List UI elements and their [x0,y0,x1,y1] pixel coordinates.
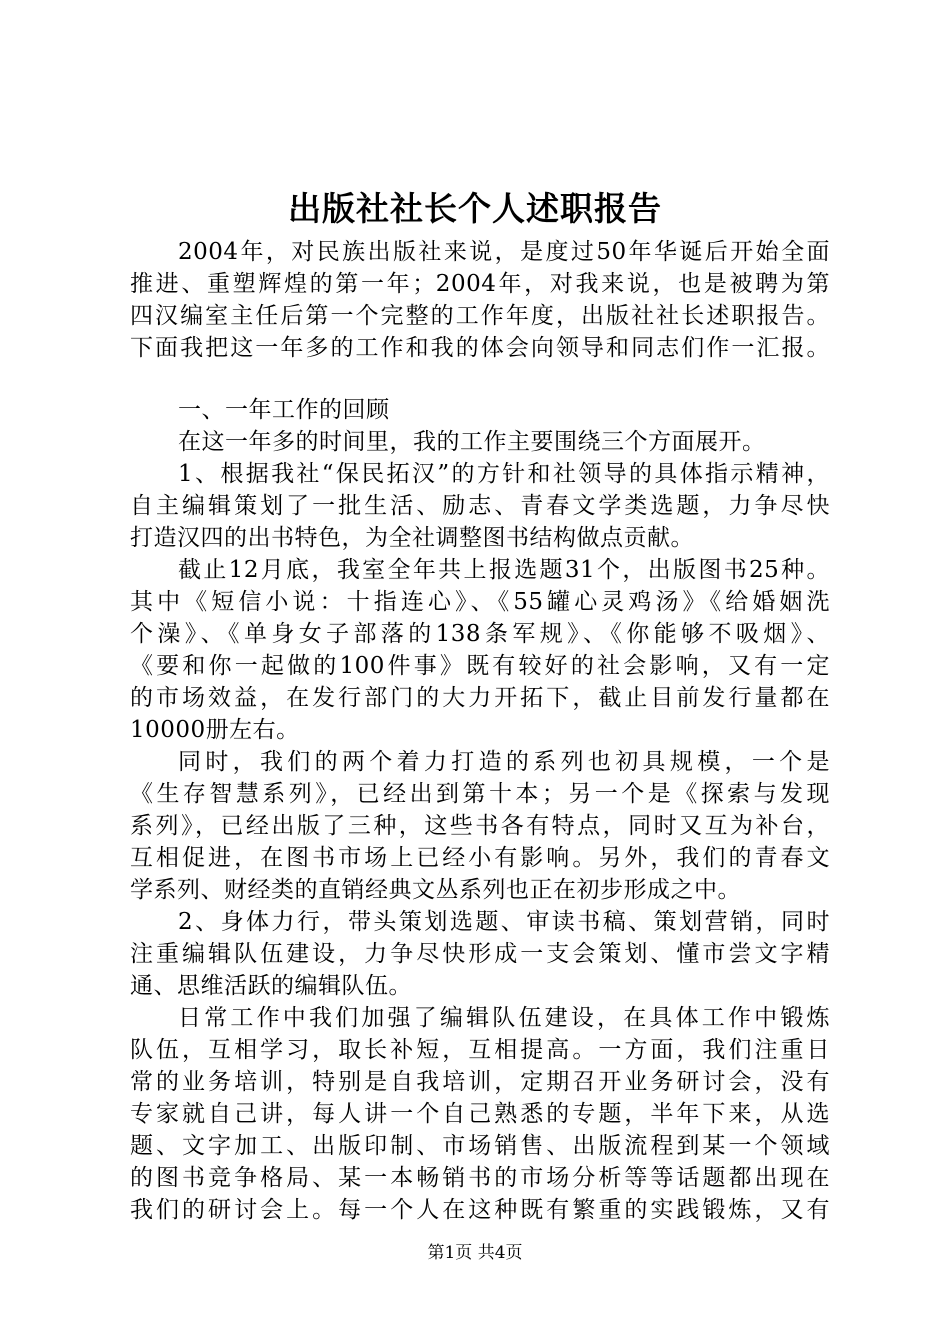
document-body [130,236,830,1226]
text-line: 截止12月底，我室全年共上报选题31个，出版图书25种。 [178,557,830,583]
text-line: 我们的研讨会上。每一个人在这种既有繁重的实践锻炼，又有 [130,1197,830,1223]
page-footer: 第1页 共4页 [427,1243,523,1263]
paragraph [130,554,830,746]
text-line: 在这一年多的时间里，我的工作主要围绕三个方面展开。 [178,429,766,455]
text-line: 自主编辑策划了一批生活、励志、青春文学类选题，力争尽快 [130,493,830,519]
page-title: 出版社社长个人述职报告 [288,189,662,228]
text-line: 其中《短信小说：十指连心》、《55罐心灵鸡汤》《给婚姻洗 [130,589,830,615]
text-line: 四汉编室主任后第一个完整的工作年度，出版社社长述职报告。 [130,303,830,329]
text-line: 同时，我们的两个着力打造的系列也初具规模，一个是 [178,749,830,775]
text-line: 注重编辑队伍建设，力争尽快形成一支会策划、懂市尝文字精 [130,941,830,967]
text-line: 推进、重塑辉煌的第一年；2004年，对我来说，也是被聘为第 [130,271,830,297]
paragraph [130,458,830,554]
section-heading [130,394,830,426]
paragraph [130,746,830,906]
text-line: 2、身体力行，带头策划选题、审读书稿、策划营销，同时 [178,909,830,935]
text-line: 打造汉四的出书特色，为全社调整图书结构做点贡献。 [130,525,694,551]
text-line: 题、文字加工、出版印制、市场销售、出版流程到某一个领域 [130,1133,830,1159]
text-line: 的市场效益，在发行部门的大力开拓下，截止目前发行量都在 [130,685,830,711]
text-line: 专家就自己讲，每人讲一个自己熟悉的专题，半年下来，从选 [130,1101,830,1127]
text-line: 系列》，已经出版了三种，这些书各有特点，同时又互为补台， [130,813,830,839]
text-line: 一、一年工作的回顾 [178,397,390,423]
text-line: 的图书竞争格局、某一本畅销书的市场分析等等话题都出现在 [130,1165,830,1191]
paragraph [130,426,830,458]
paragraph-gap [130,364,830,394]
paragraph [130,906,830,1002]
paragraph [130,236,830,364]
text-line: 学系列、财经类的直销经典文丛系列也正在初步形成之中。 [130,877,741,903]
text-line: 下面我把这一年多的工作和我的体会向领导和同志们作一汇报。 [130,335,830,361]
paragraph [130,1002,830,1226]
text-line: 2004年，对民族出版社来说，是度过50年华诞后开始全面 [178,239,830,265]
text-line: 个澡》、《单身女子部落的138条军规》、《你能够不吸烟》、 [130,621,830,647]
text-line: 日常工作中我们加强了编辑队伍建设，在具体工作中锻炼 [178,1005,830,1031]
text-line: 通、思维活跃的编辑队伍。 [130,973,412,999]
text-line: 队伍，互相学习，取长补短，互相提高。一方面，我们注重日 [130,1037,830,1063]
text-line: 《生存智慧系列》，已经出到第十本；另一个是《探索与发现 [130,781,830,807]
text-line: 互相促进，在图书市场上已经小有影响。另外，我们的青春文 [130,845,830,871]
text-line: 10000册左右。 [130,717,300,743]
text-line: 常的业务培训，特别是自我培训，定期召开业务研讨会，没有 [130,1069,830,1095]
text-line: 《要和你一起做的100件事》既有较好的社会影响，又有一定 [130,653,830,679]
text-line: 1、根据我社“保民拓汉”的方针和社领导的具体指示精神， [178,461,830,487]
